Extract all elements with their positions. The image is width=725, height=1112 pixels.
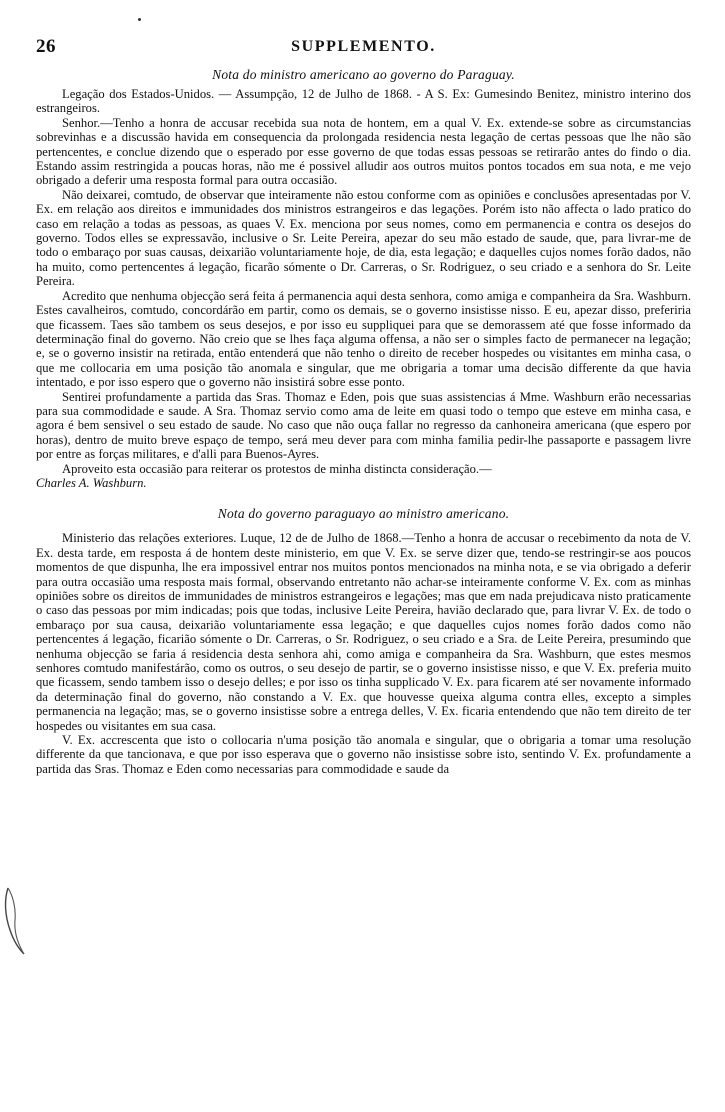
paragraph: V. Ex. accrescenta que isto o collocaria n'uma posição tão anomala e singular, que o obrigaria a tomar uma resolução differente da que tancionava, e que por isso esperava que o governo não insistisse sobre isto, sentindo V. Ex. profundamente a partida das Sras. Thomaz e Eden como necessarias para commodidade e saude da xyxy=(36,733,691,776)
ink-blot-mark xyxy=(2,886,32,956)
signature: Charles A. Washburn. xyxy=(36,475,147,490)
running-head: SUPPLEMENTO. xyxy=(291,38,436,55)
section-title-2: Nota do governo paraguayo ao ministro americano. xyxy=(217,506,510,522)
paragraph: Aproveito esta occasião para reiterar os protestos de minha distincta consideração.— xyxy=(62,461,492,476)
page-number: 26 xyxy=(36,36,56,57)
paragraph: Legação dos Estados-Unidos. — Assumpção, 12 de Julho de 1868. - A S. Ex: Gumesindo Benitez, ministro interino dos estrangeiros. xyxy=(36,87,691,116)
paragraph: Acredito que nenhuma objecção será feita á permanencia aqui desta senhora, como amiga e companheira da Sra. Washburn. Estes cavalheiros, comtudo, concordárão em partir, como os demais, se o governo insistisse nisso. E eu, apezar disso, preferiria que ficassem. Taes são tambem os seus desejos, e por isso eu suppliquei para que se demorassem até que fosse informado da determinação final do governo. Não creio que se lhes faça alguma offensa, a não ser o simples facto de permanecer na legação; e, se o governo insistir na retirada, então entenderá que não tenho o direito de receber hospedes ou visitantes em minha casa, o que me collocaria em uma posição tão anomala e singular, que me obrigaria a tomar uma decisão differente da que havia intentado, e por isso espero que o governo não insistirá sobre esse ponto. xyxy=(36,288,691,390)
page-header xyxy=(36,34,691,60)
paragraph: Sentirei profundamente a partida das Sras. Thomaz e Eden, pois que suas assistencias á Mme. Washburn erão necessarias para sua commodidade e saude. A Sra. Thomaz servio como ama de leite em quasi todo o tempo que esteve em minha casa, e agora é bem sensivel o seu estado de saude. No caso que não ouça fallar no regresso da canhoneira americana (que espero por horas), dentro de muito breve espaço de tempo, será meu dever para com minha familia pedir-lhe passaporte e passagem livre por entre as forças militares, e d'alli para Buenos-Ayres. xyxy=(36,389,691,462)
page-content xyxy=(36,34,691,776)
paragraph: Não deixarei, comtudo, de observar que inteiramente não estou conforme com as opiniões e conclusões apresentadas por V. Ex. em relação aos direitos e immunidades dos ministros estrangeiros e das legações. Porém isto não affecta o lado pratico do caso em relação a todas as pessoas, as quaes V. Ex. menciona por seus nomes, como em permanencia e contra os desejos do governo. Todos elles se expressavão, inclusive o Sr. Leite Pereira, apezar do seu mão estado de saude, que, para livrar-me de todo o embaraço por suas causas, deixarião voluntariamente hoje, de dia, esta legação; e daquelles cujos nomes forão dados, não ha muito, como pertencentes á legação, ficarão sómente o Dr. Carreras, o Sr. Rodriguez, o seu criado e a senhora do Sr. Leite Pereira. xyxy=(36,187,691,289)
paragraph: Ministerio das relações exteriores. Luque, 12 de de Julho de 1868.—Tenho a honra de accusar o recebimento da nota de V. Ex. desta tarde, em resposta á de hontem deste ministerio, em que V. Ex. se serve dizer que, tendo-se restringir-se aos poucos momentos de que dispunha, lhe era impossivel entrar nos muitos pontos mencionados na minha nota, e se via obrigado a deferir para outra occasião uma resposta mais formal, observando entretanto não achar-se inteiramente conforme V. Ex. com as minhas opiniões sobre os direitos de immunidades de ministros estrangeiros e legações; mas que em nada prejudicava nisto praticamente o caso das pessoas por mim indicadas; pois que todas, inclusive Leite Pereira, havião declarado que, para livrar V. Ex. de todo o embaraço por sua causa, deixarião voluntariamente essa legação; e que daquelles cujos nomes forão dados como não pertencentes á legação, ficarião sómente o Dr. Carreras, o Sr. Rodriguez, o seu criado e a Sra. de Leite Pereira, presumindo que nenhuma objecção se faria á residencia desta senhora ahi, como amiga e companheira da Sra. Washburn, que estes mesmos senhores comtudo manifestárão, como os outros, o seu desejo de partir, se o governo insistisse nisso, e que V. Ex. preferia muito que ficassem, sendo tambem isso o desejo delles; e por isso os tinha supplicado V. Ex. para ficarem até ser novamente informado da determinação final do governo, não constando a V. Ex. que houvesse queixa alguma contra elles, excepto a simples permanencia na legação; mas, se o governo insistisse sobre a entrega delles, V. Ex. ficaria entendendo que não tem direito de ter hospedes ou visitantes em sua casa. xyxy=(36,531,691,733)
paragraph: Senhor.—Tenho a honra de accusar recebida sua nota de hontem, em a qual V. Ex. extende-se sobre as circumstancias sobrevinhas e a discussão havida em consequencia da prolongada residencia nesta legação de certas pessoas que lhe não são pertencentes, e conclue dizendo que o esperado por esse governo de que todas essas pessoas se retirarão antes do findo o dia. Estando assim restringida a poucas horas, não me é possivel alludir aos outros muitos pontos tocados em sua nota, e me vejo obrigado a deferir uma resposta formal para outra occasião. xyxy=(36,115,691,188)
page-speck xyxy=(138,18,141,21)
section-title-1: Nota do ministro americano ao governo do Paraguay. xyxy=(212,67,515,82)
